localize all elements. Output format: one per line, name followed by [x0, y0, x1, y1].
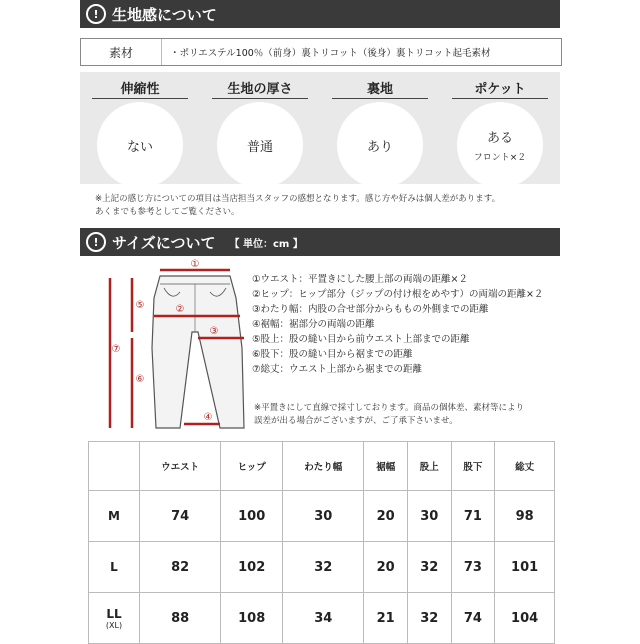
value-cell: 32	[408, 593, 452, 644]
feel-value: 普通	[246, 139, 273, 155]
material-label: 素材	[81, 39, 162, 65]
size-section-title: サイズについて	[112, 233, 216, 252]
feel-heading: 伸縮性	[92, 76, 188, 99]
fabric-note-line: ※上記の感じ方についての項目は当店担当スタッフの感想となります。感じ方や好みは個人差があります。	[95, 194, 501, 204]
value-cell: 88	[140, 593, 221, 644]
value-cell: 21	[364, 593, 408, 644]
diagram-label-6: ⑥	[135, 374, 145, 385]
legend-item: ⑥股下：股の縫い目から裾までの距離	[252, 349, 413, 360]
value-cell: 30	[283, 491, 364, 542]
value-cell: 82	[140, 542, 221, 593]
alert-icon: !	[86, 232, 106, 252]
size-table-header-row	[89, 442, 555, 491]
feel-card-stretch	[86, 72, 194, 180]
legend-item: ⑦総丈：ウエスト上部から裾までの距離	[252, 364, 423, 375]
fabric-feel-panel	[80, 72, 560, 184]
size-table	[88, 441, 555, 644]
value-cell: 104	[495, 593, 555, 644]
diagram-label-7: ⑦	[111, 344, 121, 355]
table-row	[89, 593, 555, 644]
value-cell: 102	[221, 542, 283, 593]
header-cell: 股下	[451, 442, 495, 491]
legend-item: ①ウエスト：平置きにした腰上部の両端の距離×２	[252, 274, 468, 285]
header-cell: 股上	[408, 442, 452, 491]
feel-heading: 生地の厚さ	[212, 76, 308, 99]
value-cell: 30	[408, 491, 452, 542]
size-name: L	[110, 560, 118, 574]
header-cell: わたり幅	[283, 442, 364, 491]
size-cell	[89, 491, 140, 542]
value-cell: 34	[283, 593, 364, 644]
legend-item: ④裾幅：裾部分の両端の距離	[252, 319, 375, 330]
diagram-label-5: ⑤	[135, 300, 145, 311]
unit-label: 【 単位：cm 】	[229, 238, 303, 250]
legend-item: ③わたり幅：内股の合せ部分からももの外側までの距離	[252, 304, 489, 315]
fabric-note-line: あくまでも参考としてご覧ください。	[95, 207, 240, 217]
feel-value-circle	[337, 102, 423, 188]
size-cell	[89, 542, 140, 593]
alert-icon: !	[86, 4, 106, 24]
diagram-label-1: ①	[190, 259, 200, 270]
value-cell: 71	[451, 491, 495, 542]
feel-value-circle	[217, 102, 303, 188]
value-cell: 73	[451, 542, 495, 593]
size-section-header	[80, 228, 560, 256]
value-cell: 74	[451, 593, 495, 644]
value-cell: 100	[221, 491, 283, 542]
legend-item: ②ヒップ：ヒップ部分（ジップの付け根をめやす）の両端の距離×２	[252, 289, 544, 300]
size-name: LL	[106, 606, 122, 621]
value-cell: 20	[364, 542, 408, 593]
table-row	[89, 542, 555, 593]
feel-value-circle	[97, 102, 183, 188]
header-cell	[89, 442, 140, 491]
value-cell: 98	[495, 491, 555, 542]
feel-value: ない	[126, 139, 153, 155]
feel-heading: ポケット	[452, 76, 548, 99]
measurement-legend	[252, 272, 543, 377]
size-note-line: 誤差が出る場合がございますが、ご了承下さいませ。	[254, 416, 458, 426]
feel-card-lining	[326, 72, 434, 180]
feel-sub: フロント×２	[473, 153, 527, 163]
size-name: M	[108, 509, 120, 523]
size-note	[254, 402, 554, 428]
header-cell: ヒップ	[221, 442, 283, 491]
diagram-label-4: ④	[203, 412, 213, 423]
size-cell	[89, 593, 140, 644]
material-value: ・ポリエステル100％（前身）裏トリコット（後身）裏トリコット起毛素材	[170, 48, 491, 59]
feel-value: あり	[366, 139, 393, 155]
size-note-line: ※平置きにして直線で採寸しております。商品の個体差、素材等により	[254, 403, 524, 413]
header-cell: 総丈	[495, 442, 555, 491]
pants-diagram	[80, 258, 250, 438]
feel-heading: 裏地	[332, 76, 428, 99]
table-row	[89, 491, 555, 542]
pants-outline	[152, 276, 244, 428]
material-row	[80, 38, 562, 66]
feel-card-pocket	[446, 72, 554, 180]
value-cell: 74	[140, 491, 221, 542]
header-cell: ウエスト	[140, 442, 221, 491]
value-cell: 32	[283, 542, 364, 593]
value-cell: 32	[408, 542, 452, 593]
value-cell: 101	[495, 542, 555, 593]
value-cell: 108	[221, 593, 283, 644]
fabric-section-title: 生地感について	[112, 5, 217, 24]
size-alt-name: (XL)	[105, 620, 123, 630]
feel-value-circle	[457, 102, 543, 188]
diagram-label-3: ③	[209, 326, 219, 337]
header-cell: 裾幅	[364, 442, 408, 491]
fabric-section-header	[80, 0, 560, 28]
fabric-note	[95, 193, 500, 219]
legend-item: ⑤股上：股の縫い目から前ウエスト上部までの距離	[252, 334, 470, 345]
diagram-label-2: ②	[175, 304, 185, 315]
value-cell: 20	[364, 491, 408, 542]
feel-card-thickness	[206, 72, 314, 180]
feel-value: ある	[486, 131, 513, 146]
